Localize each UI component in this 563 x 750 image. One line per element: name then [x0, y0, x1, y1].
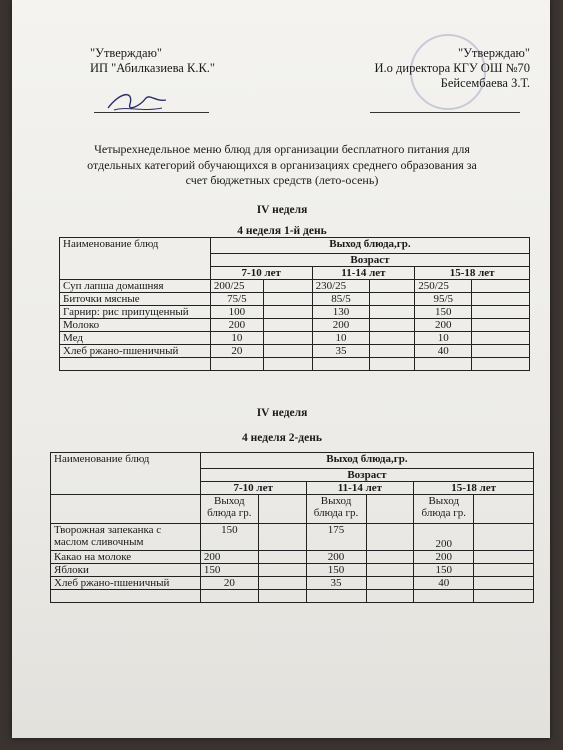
approve-right-position: И.о директора КГУ ОШ №70: [374, 61, 530, 75]
table-row: Хлеб ржано-пшеничный 20 35 40: [60, 345, 530, 358]
week-heading-1: IV неделя: [256, 204, 308, 216]
week-heading-2: IV неделя: [256, 407, 308, 419]
table-row: Биточки мясные 75/5 85/5 95/5: [60, 293, 530, 306]
age-15-18: 15-18 лет: [414, 482, 534, 495]
table-row: Гарнир: рис припущенный 100 130 150: [60, 306, 530, 319]
table-row: Суп лапша домашняя 200/25 230/25 250/25: [60, 280, 530, 293]
table-row-empty: [60, 358, 530, 371]
approve-left-title: "Утверждаю": [90, 46, 163, 60]
approve-left-block: [90, 46, 215, 76]
sub-header-output: Выход блюда гр.: [414, 495, 474, 524]
title-line-1: Четырехнедельное меню блюд для организации бесплатного питания для: [94, 142, 470, 156]
menu-table-day1: [59, 237, 530, 371]
table-row: Яблоки 150 150 150: [51, 564, 534, 577]
table-row: Хлеб ржано-пшеничный 20 35 40: [51, 577, 534, 590]
approve-right-block: [375, 46, 530, 91]
col-header-name: Наименование блюд: [60, 238, 211, 280]
day-heading-2: 4 неделя 2-день: [242, 432, 322, 444]
age-15-18: 15-18 лет: [415, 267, 530, 280]
sub-header-row: [51, 495, 534, 524]
col-header-age: Возраст: [200, 469, 533, 482]
age-7-10: 7-10 лет: [200, 482, 306, 495]
menu-table-day2: [50, 452, 534, 603]
sign-line-right: [370, 112, 520, 113]
col-header-name: Наименование блюд: [51, 453, 201, 495]
sub-header-output: Выход блюда гр.: [306, 495, 366, 524]
sign-line-left: [94, 112, 209, 113]
approve-left-name: ИП "Абилказиева К.К.": [90, 61, 216, 75]
title-line-3: счет бюджетных средств (лето-осень): [185, 173, 379, 187]
title-line-2: отдельных категорий обучающихся в организациях среднего образования за: [87, 157, 477, 172]
approve-right-name: Бейсембаева З.Т.: [440, 76, 530, 90]
col-header-age: Возраст: [210, 254, 529, 267]
table-row: Какао на молоке 200 200 200: [51, 551, 534, 564]
document-title: [52, 142, 512, 189]
day-heading-1: 4 неделя 1-й день: [237, 225, 327, 237]
sub-header-output: Выход блюда гр.: [200, 495, 258, 524]
table-row-empty: [51, 590, 534, 603]
document-page: [12, 0, 550, 738]
table-row: Творожная запеканка с маслом сливочным 150 175 200: [51, 524, 534, 551]
age-11-14: 11-14 лет: [306, 482, 414, 495]
approve-right-title: "Утверждаю": [457, 46, 530, 60]
col-header-output: Выход блюда,гр.: [210, 238, 529, 254]
col-header-output: Выход блюда,гр.: [200, 453, 533, 469]
age-7-10: 7-10 лет: [210, 267, 312, 280]
age-11-14: 11-14 лет: [312, 267, 415, 280]
table-row: Молоко 200 200 200: [60, 319, 530, 332]
table-row: Мед 10 10 10: [60, 332, 530, 345]
